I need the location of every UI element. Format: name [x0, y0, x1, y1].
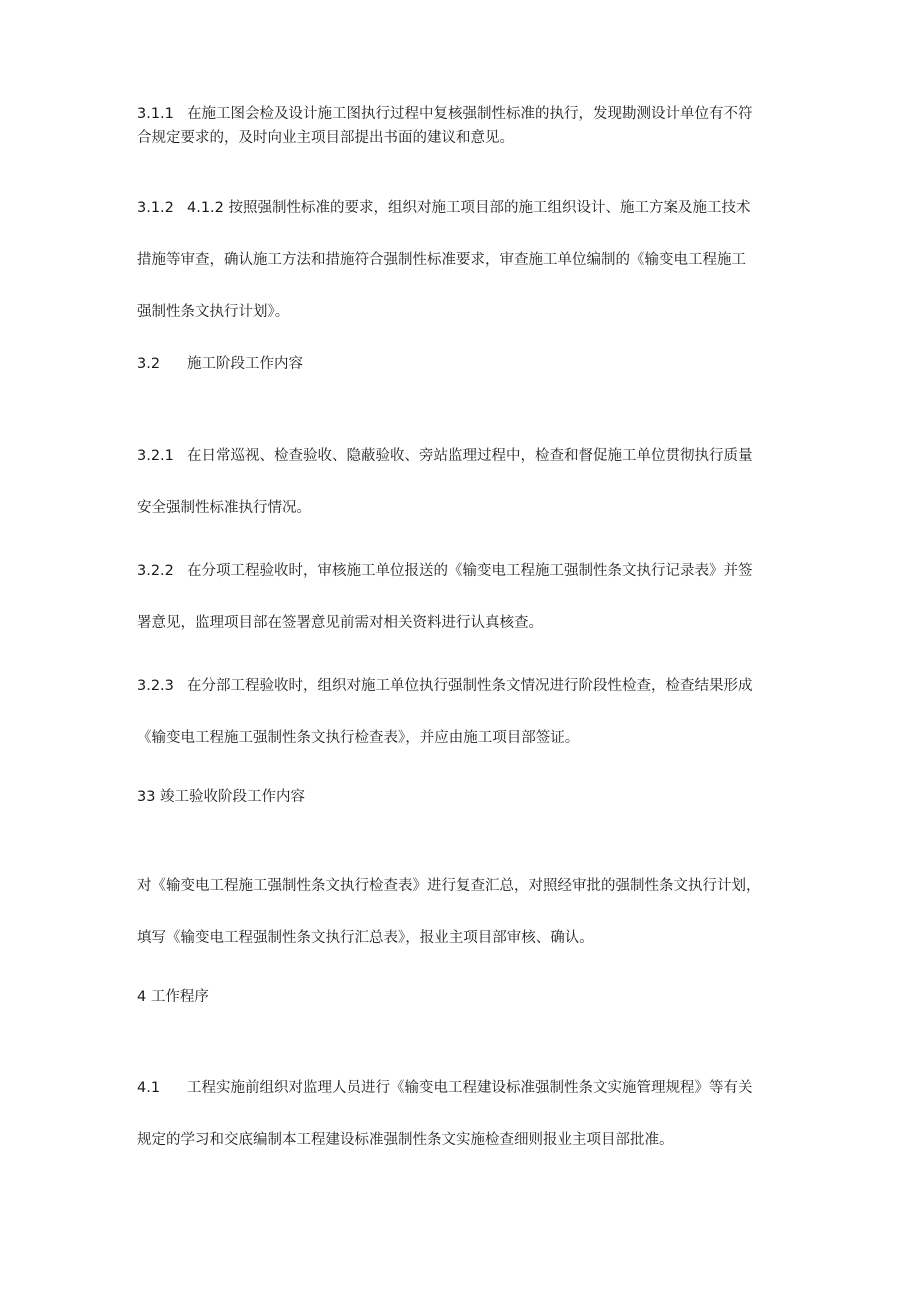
- paragraph-3-1-1: [137, 102, 787, 150]
- section-number: 3.2: [137, 356, 161, 372]
- paragraph-line: 强制性条文执行计划》。: [137, 304, 290, 320]
- paragraph-text: 在分项工程验收时，审核施工单位报送的《输变电工程施工强制性条文执行记录表》并签: [187, 563, 753, 579]
- paragraph-line: 对《输变电工程施工强制性条文执行检查表》进行复查汇总，对照经审批的强制性条文执行计划，: [137, 878, 761, 894]
- paragraph-line: 填写《输变电工程强制性条文执行汇总表》，报业主项目部审核、确认。: [137, 930, 594, 946]
- paragraph-text: 在施工图会检及设计施工图执行过程中复核强制性标准的执行，发现勘测设计单位有不符: [187, 106, 753, 122]
- paragraph-3-1-2: [137, 182, 787, 338]
- paragraph-3-2-3: [137, 660, 787, 764]
- paragraph-line: [137, 660, 787, 712]
- paragraph-text: 在日常巡视、检查验收、隐蔽验收、旁站监理过程中，检查和督促施工单位贯彻执行质量: [187, 448, 753, 464]
- paragraph-text: 4.1.2 按照强制性标准的要求，组织对施工项目部的施工组织设计、施工方案及施工技术: [187, 200, 751, 216]
- paragraph-line: [137, 545, 787, 597]
- section-heading-4: 4 工作程序: [137, 989, 209, 1005]
- section-number: 3.2.2: [137, 563, 174, 579]
- paragraph-line: [137, 1062, 787, 1114]
- paragraph-3-2-1: [137, 430, 787, 534]
- paragraph-line: [137, 430, 787, 482]
- section-number: 3.1.1: [137, 106, 174, 122]
- section-title: 施工阶段工作内容: [187, 356, 303, 372]
- section-number: 4.1: [137, 1080, 161, 1096]
- paragraph-line: 合规定要求的，及时向业主项目部提出书面的建议和意见。: [137, 130, 514, 146]
- section-heading-3-2: [137, 352, 303, 376]
- paragraph-text: 工程实施前组织对监理人员进行《输变电工程建设标准强制性条文实施管理规程》等有关: [187, 1080, 753, 1096]
- paragraph-line: 安全强制性标准执行情况。: [137, 500, 311, 516]
- section-number: 3.2.3: [137, 678, 174, 694]
- section-number: 3.2.1: [137, 448, 174, 464]
- paragraph-line: 规定的学习和交底编制本工程建设标准强制性条文实施检查细则报业主项目部批准。: [137, 1132, 674, 1148]
- section-heading-3-3: 33 竣工验收阶段工作内容: [137, 789, 306, 805]
- paragraph-3-2-2: [137, 545, 787, 649]
- section-number: 3.1.2: [137, 200, 174, 216]
- paragraph-3-3-body: [137, 860, 787, 964]
- paragraph-line: 署意见，监理项目部在签署意见前需对相关资料进行认真核查。: [137, 615, 543, 631]
- paragraph-line: [137, 102, 787, 126]
- paragraph-line: 措施等审查，确认施工方法和措施符合强制性标准要求，审查施工单位编制的《输变电工程施工: [137, 252, 746, 268]
- paragraph-line: [137, 182, 787, 234]
- paragraph-line: 《输变电工程施工强制性条文执行检查表》，并应由施工项目部签证。: [137, 730, 580, 746]
- paragraph-text: 在分部工程验收时，组织对施工单位执行强制性条文情况进行阶段性检查，检查结果形成: [187, 678, 753, 694]
- paragraph-4-1: [137, 1062, 787, 1166]
